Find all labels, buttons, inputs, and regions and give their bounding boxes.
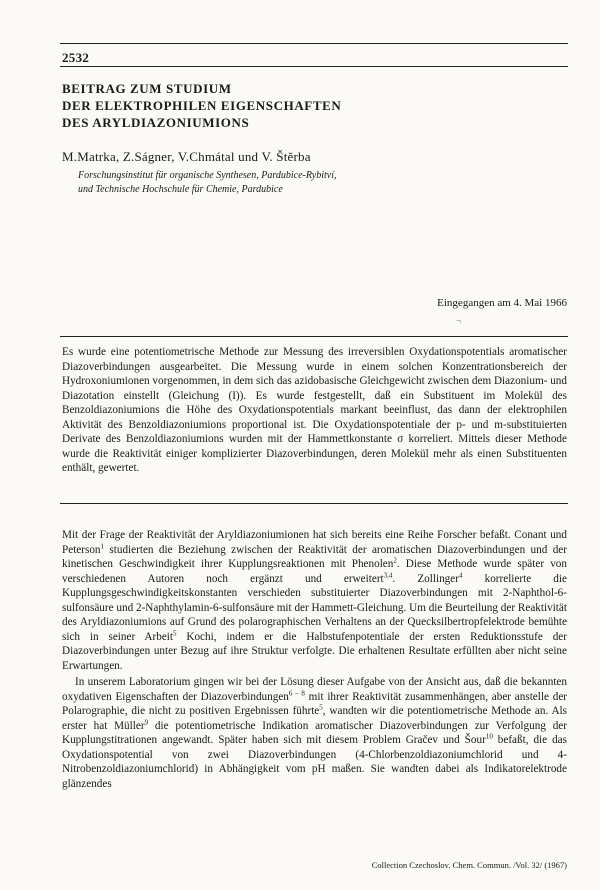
title-line: BEITRAG ZUM STUDIUM xyxy=(62,81,232,96)
citation: 5 xyxy=(319,703,323,712)
citation: 1 xyxy=(100,541,105,550)
affiliation-line: Forschungsinstitut für organische Synthesen, Pardubice-Rybitví, xyxy=(78,170,337,181)
citation: 9 xyxy=(144,717,149,726)
title-line: DES ARYLDIAZONIUMIONS xyxy=(62,115,250,130)
citation: 5 xyxy=(173,628,177,637)
citation: 4 xyxy=(458,570,463,579)
scan-mark: ¬ xyxy=(456,316,462,326)
citation: 10 xyxy=(485,732,493,741)
citation: 2 xyxy=(393,556,397,565)
received-date: Eingegangen am 4. Mai 1966 xyxy=(437,297,567,309)
header-rule xyxy=(60,66,568,67)
affiliation-line: und Technische Hochschule für Chemie, Pardubice xyxy=(78,184,283,195)
abstract-top-rule xyxy=(60,336,568,337)
journal-footer: Collection Czechoslov. Chem. Commun. /Vol. 32/ (1967) xyxy=(371,860,567,870)
citation: 6 – 8 xyxy=(288,688,305,697)
paragraph: In unserem Laboratorium gingen wir bei der Lösung dieser Aufgabe von der Ansicht aus, daß die bekannten oxydativen Eigenschaften der Diazoverbindungen$^{6 - 8}$ mit ihrer Reaktivität zusammenhängen, aber anstelle der Polarographie, die nicht zu positiven Ergebnissen führte$^5$, wandten wir die potentiometrische Methode an. Als erster hat Müller$^9$ die potentiometrische Indikation aromatischer Diazoverbindungen zur Verfolgung der Kupplungstitrationen angewandt. Später haben sich mit diesem Problem Gračev und Šour$^{10}$ befaßt, die das Oxydationspotential von zwei Diazoverbindungen (4-Chlorbenzoldiazoniumchlorid und 4-Nitrobenzoldiazoniumchlorid) in Abhängigkeit vom pH maßen. Sie wandten dabei als Indikatorelektrode glänzendes xyxy=(62,676,568,790)
affiliation xyxy=(78,169,538,197)
abstract: Es wurde eine potentiometrische Methode zur Messung des irreversiblen Oxydationspotentials aromatischer Diazoverbindungen ausgearbeitet. Die Messung wurde in einem solchen Konzentrationsbereich der Hydroxoniumionen vorgenommen, in dem sich das azidobasische Gleichgewicht zwischen dem Diazonium- und Diazotation einstellt (Gleichung (I)). Es wurde festgestellt, daß ein Substituent im Molekül des Benzoldiazoniumions die Höhe des Oxydationspotentials markant beeinflust, das dann der elektrophilen Aktivität des Benzoldiazoniumions proportional ist. Die Oxydationspotentiale der p- und m-substituierten Derivate des Benzoldiazoniumions wurden mit der Hammettkonstante σ korreliert. Mittels dieser Methode wurde die Reaktivität einiger komplizierter Diazoverbindungen, deren Molekül mehr als einen Substituenten enthält, gewertet. xyxy=(62,346,567,474)
citation: 3,4 xyxy=(383,570,393,579)
paragraph: Mit der Frage der Reaktivität der Aryldiazoniumionen hat sich bereits eine Reihe Forscher befaßt. Conant und Peterson$^1$ studierten die Beziehung zwischen der Reaktivität der aromatischen Diazoverbindungen und der kinetischen Geschwindigkeit ihrer Kupplungsreaktionen mit Phenolen$^2$. Diese Methode wurde später von verschiedenen Autoren noch ergänzt und erweitert$^{3,4}$. Zollinger$^4$ korrelierte die Kupplungsgeschwindigkeitskonstanten verschieden substituierter Diazoverbindungen mit 2-Naphthol-6-sulfonsäure und 2-Naphthylamin-6-sulfonsäure mit der Hammett-Gleichung. Um die Beurteilung der Reaktivität des Aryldiazoniumions auf Grund des polarographischen Verhaltens an der Quecksilbertropfelektrode bemühte sich in seiner Arbeit$^5$ Kochi, indem er die Halbstufenpotentiale der ersten Reduktionsstufe der Diazoverbindungen unter Bezug auf ihre Struktur verfolgte. Die erhaltenen Resultate erfüllten aber nicht seine Erwartungen. xyxy=(62,529,567,672)
abstract-bottom-rule xyxy=(60,503,568,504)
top-rule xyxy=(60,43,568,44)
page-number: 2532 xyxy=(62,50,90,65)
article-title xyxy=(62,80,542,131)
title-line: DER ELEKTROPHILEN EIGENSCHAFTEN xyxy=(62,98,342,113)
body-text xyxy=(62,528,567,791)
authors: M.Matrka, Z.Ságner, V.Chmátal und V. Štěrba xyxy=(62,149,311,164)
